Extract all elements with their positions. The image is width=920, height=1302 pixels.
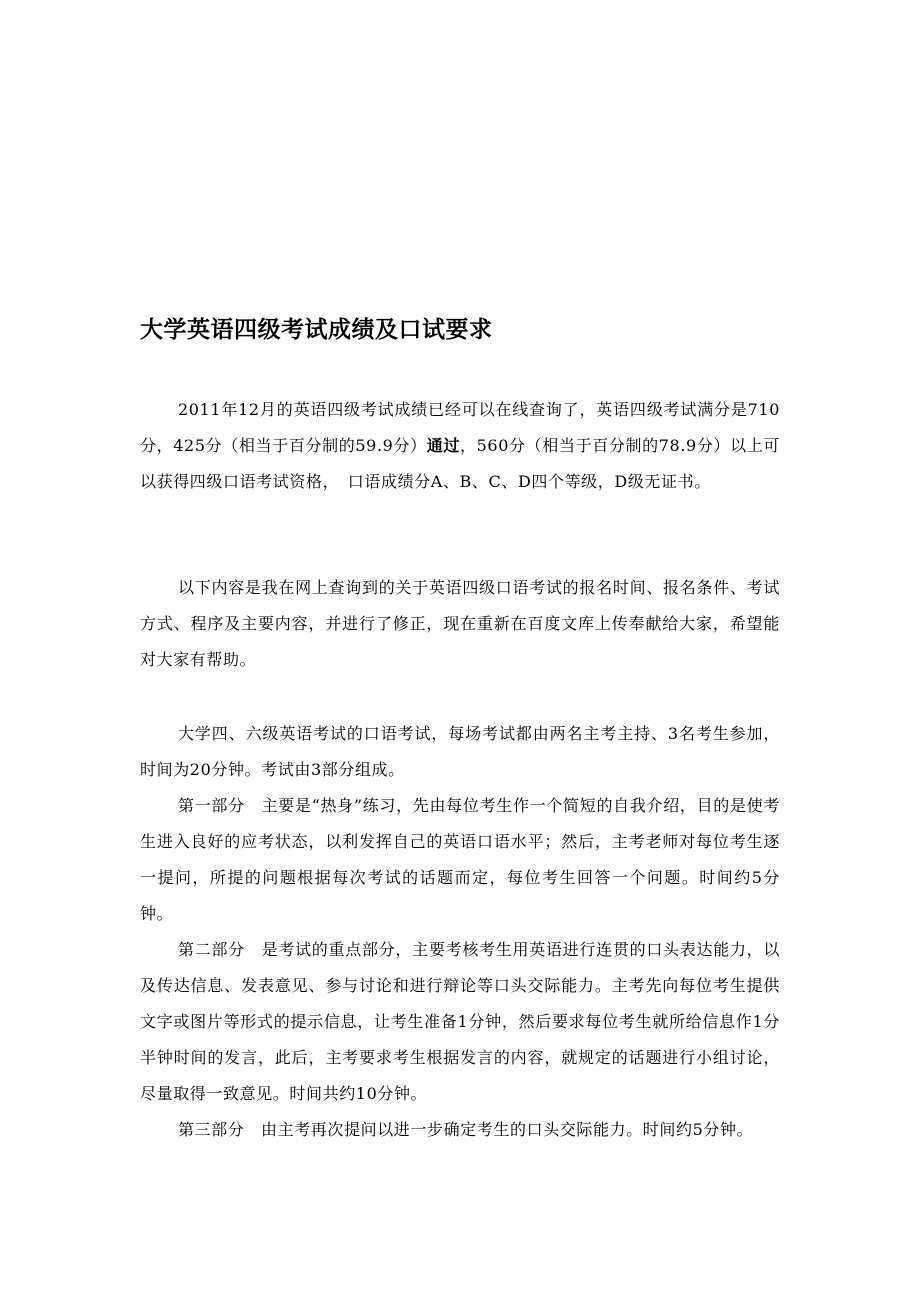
notice-section [140,570,780,678]
score-text-before: 2011年12月的英语四级考试成绩已经可以在线查询了，英语四级考试满分是710分，425分（相当于百分制的59.9分） [140,400,780,455]
notice-paragraph: 以下内容是我在网上查询到的关于英语四级口语考试的报名时间、报名条件、考试方式、程序及主要内容，并进行了修正，现在重新在百度文库上传奉献给大家，希望能对大家有帮助。 [140,578,780,669]
exam-overview-paragraph: 大学四、六级英语考试的口语考试，每场考试都由两名主考主持、3名考生参加，时间为20分钟。考试由3部分组成。 [140,724,780,779]
part-two-paragraph: 第二部分 是考试的重点部分，主要考核考生用英语进行连贯的口头表达能力，以及传达信息、发表意见、参与讨论和进行辩论等口头交际能力。主考先向每位考生提供文字或图片等形式的提示信息，让考生准备1分钟，然后要求每位考生就所给信息作1分半钟时间的发言，此后，主考要求考生根据发言的内容，就规定的话题进行小组讨论，尽量取得一致意见。时间共约10分钟。 [140,940,780,1103]
pass-emphasis: 通过 [426,436,461,455]
part-one-paragraph: 第一部分 主要是“热身”练习，先由每位考生作一个简短的自我介绍，目的是使考生进入良好的应考状态，以利发挥自己的英语口语水平；然后，主考老师对每位考生逐一提问，所提的问题根据每次考试的话题而定，每位考生回答一个问题。时间约5分钟。 [140,796,780,923]
part-three-paragraph: 第三部分 由主考再次提问以进一步确定考生的口头交际能力。时间约5分钟。 [178,1120,754,1139]
intro-section [140,392,780,500]
document-title: 大学英语四级考试成绩及口试要求 [140,317,493,343]
exam-format-section [140,716,780,1148]
score-paragraph [140,392,780,500]
score-text-after: ，560分（相当于百分制的78.9分）以上可以获得四级口语考试资格， 口语成绩分A、B、C、D四个等级，D级无证书。 [140,436,780,491]
